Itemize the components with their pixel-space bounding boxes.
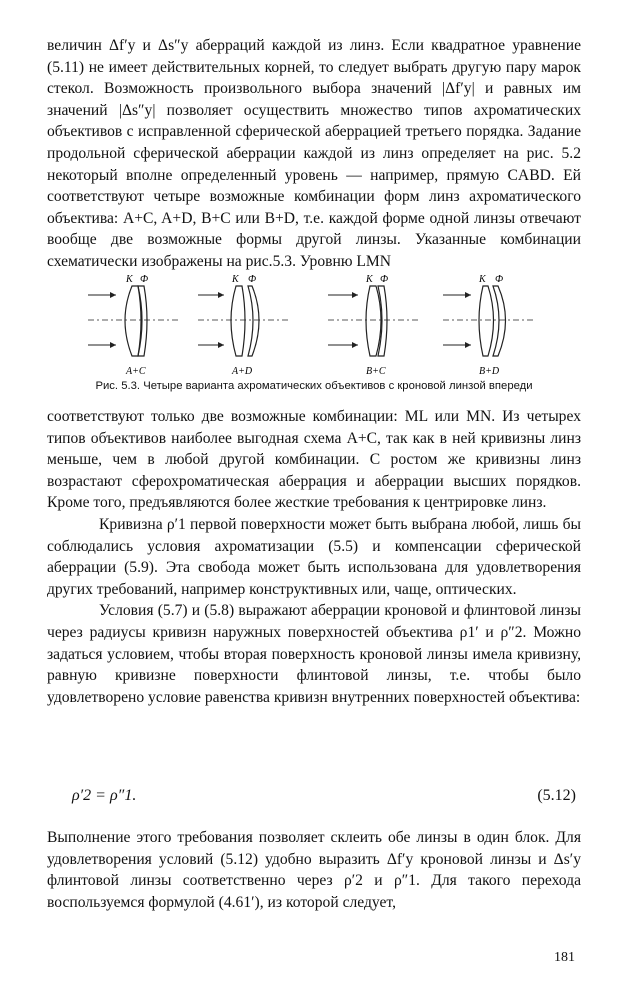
paragraph-3: Условия (5.7) и (5.8) выражают аберрации кроновой и флинтовой линзы через радиусы кривизн наружных поверхностей объектива ρ1′ и ρ″2. Можно задаться условием, чтобы вторая поверхность кроновой линзы имела кривизну, равную кривизне поверхности флинтовой линзы, т.е. чтобы было удовлетворено условие равенства кривизн внутренних поверхностей объектива: [47,602,581,706]
flint-label: Ф [140,274,149,285]
variant-label: B+C [366,366,386,377]
variant-label: A+C [126,366,146,377]
text-block-middle [47,406,581,708]
variant-label: B+D [479,366,500,377]
page-number: 181 [554,950,575,965]
crown-label: К [126,274,133,285]
text-block-top [47,35,581,273]
paragraph-bottom: Выполнение этого требования позволяет склеить обе линзы в один блок. Для удовлетворения условий (5.12) удобно выразить Δf′y кроновой линзы и Δs′y флинтовой линзы соответственно через ρ′2 и ρ″1. Для такого перехода воспользуемся формулой (4.61′), из которой следует, [47,829,581,911]
lens-diagram-b-plus-c [328,270,418,380]
figure-caption: Рис. 5.3. Четыре варианта ахроматических объективов с кроновой линзой впереди [95,380,533,392]
variant-label: A+D [232,366,253,377]
flint-label: Ф [495,274,504,285]
crown-label: К [366,274,373,285]
crown-label: К [479,274,486,285]
equation-number: (5.12) [537,787,576,804]
equation-5-12 [72,787,576,813]
flint-label: Ф [248,274,257,285]
lens-diagram-b-plus-d [443,270,533,380]
lens-figure [88,270,568,380]
crown-label: К [232,274,239,285]
paragraph-1: соответствуют только две возможные комбинации: ML или MN. Из четырех типов объективов наиболее выгодная схема A+C, так как в ней кривизны линз меньше, чем в любой другой комбинации. С ростом же кривизны линз возрастают сферохроматическая аберрация и аберрации высших порядков. Кроме того, предъявляются более жесткие требования к центрировке линз. [47,408,581,512]
paragraph-2: Кривизна ρ′1 первой поверхности может быть выбрана любой, лишь бы соблюдались условия ахроматизации (5.5) и компенсации сферической аберрации (5.9). Эта свобода может быть использована для удовлетворения других требований, например конструктивных или, чаще, оптических. [47,515,581,598]
lens-diagram-a-plus-c [88,270,178,380]
flint-label: Ф [380,274,389,285]
equation-expression: ρ′2 = ρ″1. [72,787,137,804]
paragraph-top: величин Δf′y и Δs″y аберраций каждой из линз. Если квадратное уравнение (5.11) не имеет действительных корней, то следует выбрать другую пару марок стекол. Возможность произвольного выбора значений |Δf′y| и равных им значений |Δs″y| позволяет осуществить множество типов ахроматических объективов с исправленной сферической аберрацией третьего порядка. Задание продольной сферической аберрации каждой из линз определяет на рис. 5.2 некоторый вполне определенный уровень — например, прямую CABD. Ей соответствуют четыре возможные комбинации форм линз ахроматического объектива: A+C, A+D, B+C или B+D, т.е. каждой форме одной линзы отвечают вообще две возможные формы другой линзы. Указанные комбинации схематически изображены на рис.5.3. Уровню LMN [47,37,581,270]
text-block-bottom [47,827,581,913]
lens-diagram-a-plus-d [198,270,288,380]
